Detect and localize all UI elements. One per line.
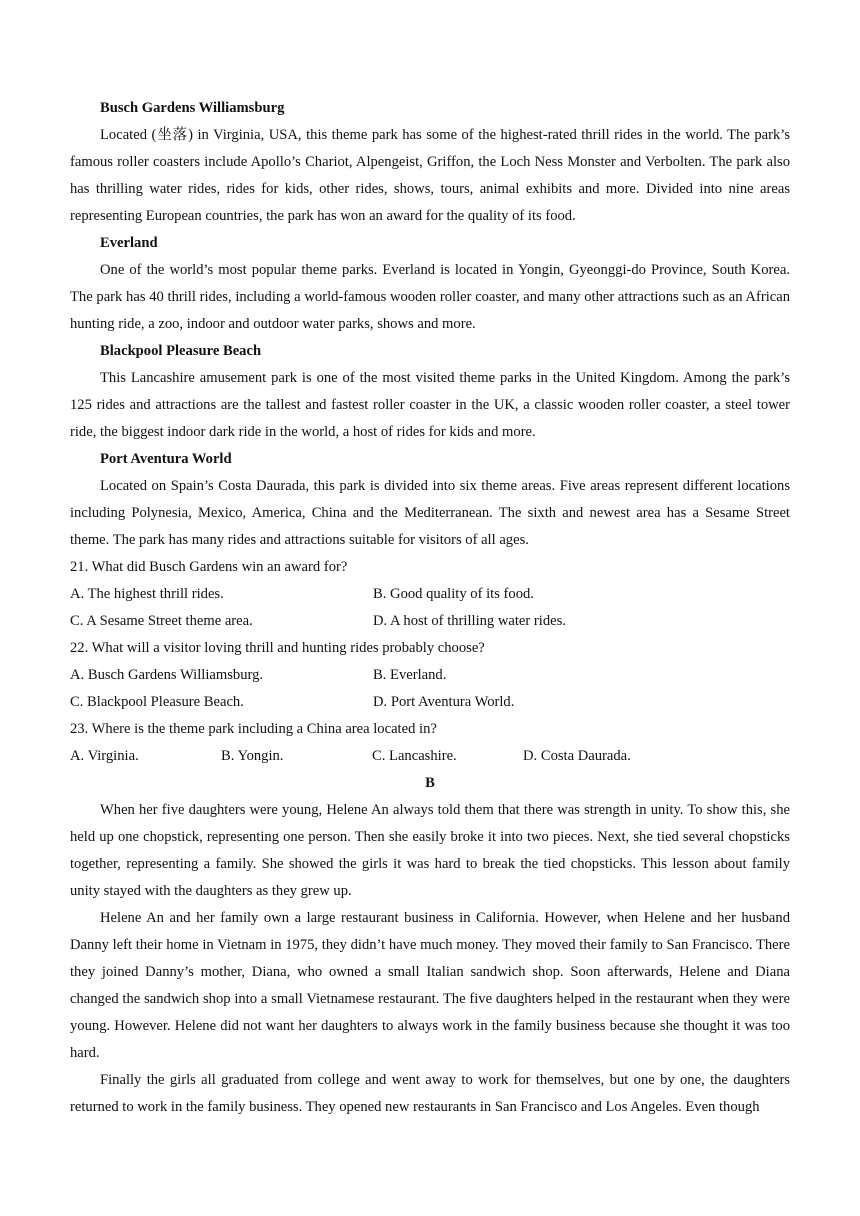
question-22-option-c: C. Blackpool Pleasure Beach.: [70, 694, 244, 710]
question-21-option-d: D. A host of thrilling water rides.: [373, 613, 566, 629]
question-22-options-row-2: [70, 689, 790, 716]
park-heading-port-aventura: Port Aventura World: [100, 451, 232, 467]
park-heading-blackpool: Blackpool Pleasure Beach: [100, 343, 262, 359]
passage-b-paragraph-2: Helene An and her family own a large restaurant business in California. However, when Helene and her husband Danny left their home in Vietnam in 1975, they didn’t have much money. They moved their family to San Francisco. There they joined Danny’s mother, Diana, who owned a small Italian sandwich shop. Soon afterwards, Helene and Diana changed the sandwich shop into a small Vietnamese restaurant. The five daughters helped in the restaurant when they were young. However. Helene did not want her daughters to always work in the family business because she thought it was too hard.: [70, 910, 790, 1061]
question-23-option-d: D. Costa Daurada.: [523, 748, 631, 764]
question-21-option-a: A. The highest thrill rides.: [70, 586, 224, 602]
question-21-stem: 21. What did Busch Gardens win an award for?: [70, 559, 348, 575]
park-paragraph-blackpool: This Lancashire amusement park is one of the most visited theme parks in the United Kingdom. Among the park’s 125 rides and attractions are the tallest and fastest roller coaster in the UK, a classic wooden roller coaster, a steel tower ride, the biggest indoor dark ride in the world, a host of rides for kids and more.: [70, 370, 790, 440]
question-22-stem: 22. What will a visitor loving thrill and hunting rides probably choose?: [70, 640, 485, 656]
question-21-options-row-1: [70, 581, 790, 608]
question-22-options-row-1: [70, 662, 790, 689]
question-23-option-c: C. Lancashire.: [372, 748, 457, 764]
park-heading-busch: Busch Gardens Williamsburg: [100, 100, 285, 116]
park-paragraph-everland: One of the world’s most popular theme parks. Everland is located in Yongin, Gyeonggi-do Province, South Korea. The park has 40 thrill rides, including a world-famous wooden roller coaster, and many other attractions such as an African hunting ride, a zoo, indoor and outdoor water parks, shows and more.: [70, 262, 790, 332]
question-22-option-b: B. Everland.: [373, 667, 447, 683]
park-paragraph-port-aventura: Located on Spain’s Costa Daurada, this park is divided into six theme areas. Five areas represent different locations including Polynesia, Mexico, America, China and the Mediterranean. The sixth and newest area has a Sesame Street theme. The park has many rides and attractions suitable for visitors of all ages.: [70, 478, 790, 548]
park-heading-everland: Everland: [100, 235, 158, 251]
section-heading-b: B: [425, 775, 435, 791]
question-22-option-a: A. Busch Gardens Williamsburg.: [70, 667, 264, 683]
question-22-option-d: D. Port Aventura World.: [373, 694, 515, 710]
passage-b-paragraph-1: When her five daughters were young, Helene An always told them that there was strength in unity. To show this, she held up one chopstick, representing one person. Then she easily broke it into two pieces. Next, she tied several chopsticks together, representing a family. She showed the girls it was hard to break the tied chopsticks. This lesson about family unity stayed with the daughters as they grew up.: [70, 802, 790, 899]
question-23-stem: 23. Where is the theme park including a China area located in?: [70, 721, 437, 737]
document-page: [70, 95, 790, 1121]
question-23-option-a: A. Virginia.: [70, 748, 139, 764]
park-paragraph-busch: Located (坐落) in Virginia, USA, this theme park has some of the highest-rated thrill rides in the world. The park’s famous roller coasters include Apollo’s Chariot, Alpengeist, Griffon, the Loch Ness Monster and Verbolten. The park also has thrilling water rides, rides for kids, other rides, shows, tours, animal exhibits and more. Divided into nine areas representing European countries, the park has won an award for the quality of its food.: [70, 127, 790, 224]
question-21-option-c: C. A Sesame Street theme area.: [70, 613, 253, 629]
question-21-options-row-2: [70, 608, 790, 635]
passage-b-paragraph-3: Finally the girls all graduated from college and went away to work for themselves, but one by one, the daughters returned to work in the family business. They opened new restaurants in San Francisco and Los Angeles. Even though: [70, 1072, 790, 1115]
question-23-option-b: B. Yongin.: [221, 748, 284, 764]
question-23-options-row: [70, 743, 790, 770]
question-21-option-b: B. Good quality of its food.: [373, 586, 534, 602]
